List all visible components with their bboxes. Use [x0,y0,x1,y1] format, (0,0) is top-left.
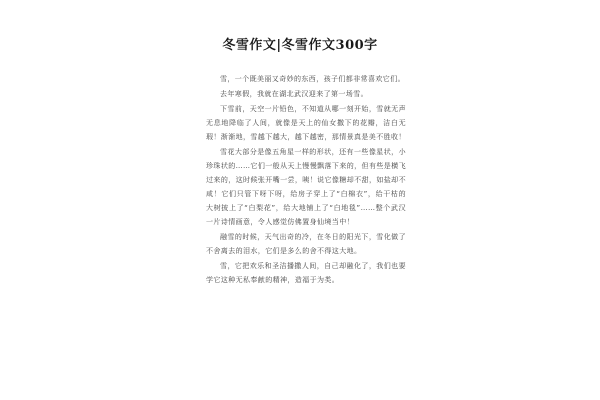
paragraph-5: 融雪的时候，天气出奇的冷，在冬日的阳光下，雪化做了不舍离去的泪水，它们是多么的舍不得这大地。 [206,233,406,255]
paragraph-4: 雪花大部分是像五角星一样的形状，还有一些像星状，小珍珠状的……它们一般从天上慢慢飘落下来的，但有些是横飞过来的，这时候张开嘴一尝，咦！说它像糖却不甜，如盐却不咸！它们只管下呀下呀，给房子穿上了“白棉衣”，给干枯的大树披上了“白梨花”，给大地铺上了“白地毯”……整个武汉一片诗情画意，令人感觉仿佛置身仙境当中！ [206,148,406,226]
document-title: 冬雪作文|冬雪作文300字 [222,38,378,53]
paragraph-3: 下雪前，天空一片铅色，不知道从哪一刻开始，雪就无声无息地降临了人间，就像是天上的仙女撒下的花瓣，洁白无瑕！渐渐地，雪越下越大，越下越密，那情景真是美不胜收！ [206,105,406,141]
document-body [206,72,406,288]
paragraph-2: 去年寒假，我就在湖北武汉迎来了第一场雪。 [220,90,368,98]
paragraph-1: 雪，一个既美丽又奇妙的东西，孩子们都非常喜欢它们。 [220,75,405,83]
paragraph-6: 雪，它把欢乐和圣洁播撒人间，自己却融化了，我们也要学它这种无私奉献的精神，造福于为类。 [206,262,406,284]
